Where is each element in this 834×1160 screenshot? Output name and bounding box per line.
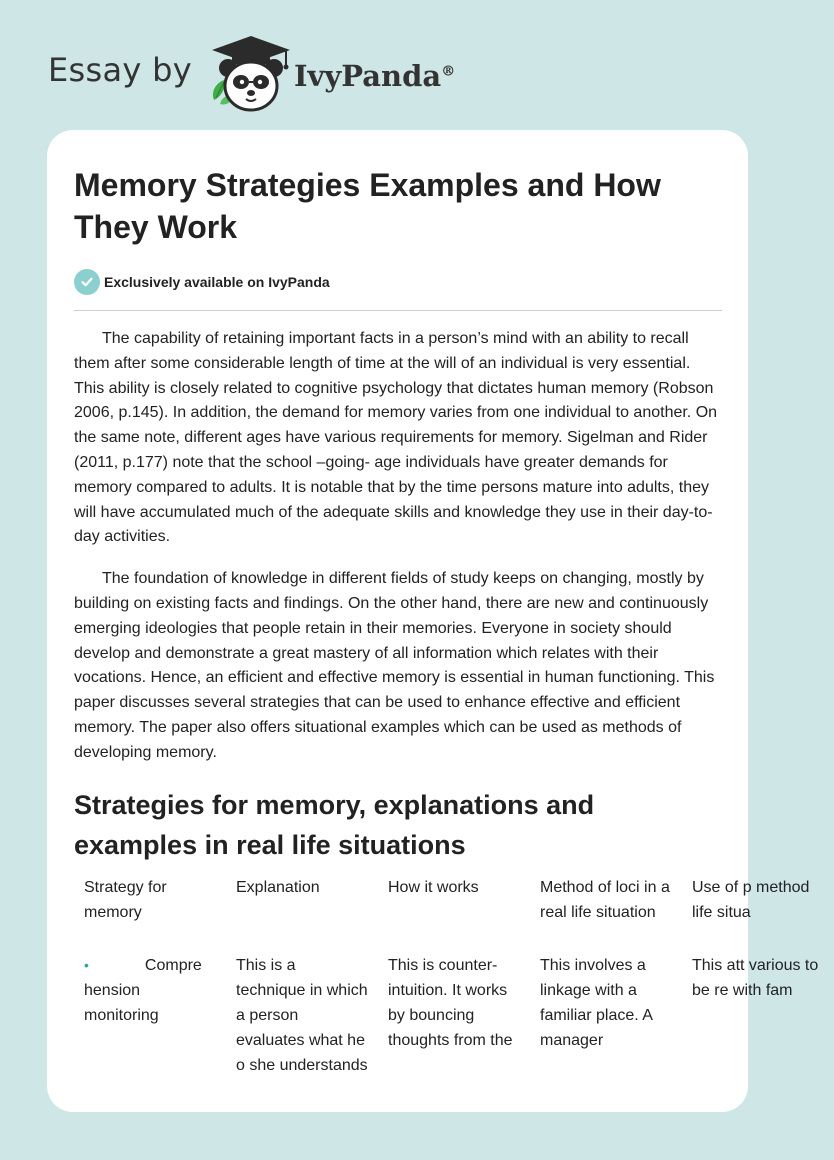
table-header-cell: Method of loci in a real life situation (540, 879, 670, 921)
table-header-cell: Use of p method life situa (692, 879, 810, 921)
panda-logo-icon[interactable] (206, 34, 296, 114)
table-row (74, 953, 834, 1078)
table-header-cell: Strategy for memory (84, 879, 167, 921)
brand-prefix: Essay by (48, 51, 192, 89)
table-cell-loci: This involves a linkage with a familiar place. A manager (540, 957, 653, 1049)
exclusive-badge-text: Exclusively available on IvyPanda (104, 274, 330, 290)
article-card (47, 130, 819, 1112)
table-cell-how-it-works: This is counter-intuition. It works by bouncing thoughts from the (388, 957, 513, 1049)
paragraph: The foundation of knowledge in different fields of study keeps on changing, mostly by building on existing facts and findings. On the other hand, there are new and continuously emerging ideologies that people retain in their memories. Everyone in society should develop and demonstrate a great mastery of all information which relates with their vocations. Hence, an efficient and effective memory is essential in human functioning. This paper discusses several strategies that can be used to enhance effective and efficient memory. The paper also offers situational examples which can be used as methods of developing memory. (74, 570, 715, 761)
exclusive-badge (74, 268, 722, 296)
article-title: Memory Strategies Examples and How They Work (74, 167, 661, 245)
table-cell-explanation: This is a technique in which a person evaluates what he o she understands (236, 957, 368, 1074)
bullet-icon: • (84, 957, 89, 973)
brand-name[interactable] (294, 59, 455, 93)
table-header-cell: Explanation (236, 879, 320, 896)
section-heading: Strategies for memory, explanations and examples in real life situations (74, 789, 595, 860)
table-cell-use-of: This att various to be re with fam (692, 957, 819, 999)
strategy-text: Compre hension monitoring (84, 957, 202, 1024)
brand-name-text: IvyPanda (293, 59, 442, 93)
table-header-cell: How it works (388, 879, 479, 896)
brand-header (48, 34, 455, 114)
paragraph: The capability of retaining important facts in a person’s mind with an ability to recall them after some considerable length of time at the will of an individual is very essential. This ability is closely related to cognitive psychology that dictates human memory (Robson 2006, p.145). In addition, the demand for memory varies from one individual to another. On the same note, different ages have various requirements for memory. Sigelman and Rider (2011, p.177) note that the school –going- age individuals have greater demands for memory compared to adults. It is notable that by the time persons mature into adults, they will have accumulated much of the adequate skills and knowledge they use in their day-to-day activities. (74, 330, 718, 546)
check-circle-icon (74, 269, 100, 295)
divider (74, 310, 722, 311)
article-content (74, 130, 722, 865)
registered-mark: ® (441, 63, 456, 80)
strategies-table (74, 875, 834, 1078)
table-cell-strategy (74, 953, 226, 1078)
table-header-row (74, 875, 834, 925)
